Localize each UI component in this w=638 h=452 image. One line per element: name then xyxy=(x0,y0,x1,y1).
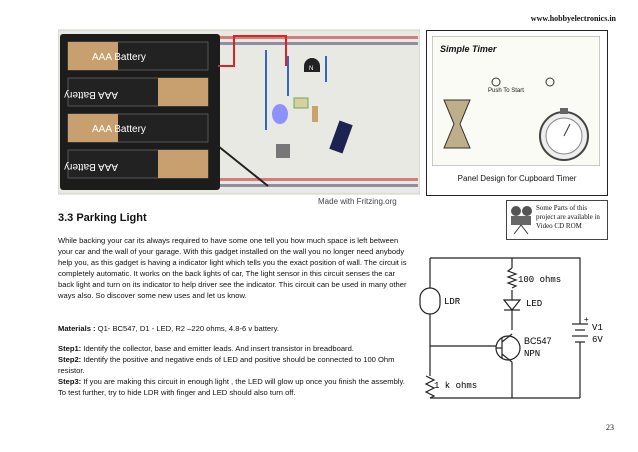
push-to-start-label: Push To Start xyxy=(488,88,524,94)
made-with-credit: Made with Fritzing.org xyxy=(318,197,397,206)
panel-caption: Panel Design for Cupboard Timer xyxy=(457,174,577,183)
circuit-schematic xyxy=(412,238,612,408)
battery-label: AAA Battery xyxy=(92,52,146,63)
materials-text: Q1- BC547, D1 - LED, R2 –220 ohms, 4.8-6 v battery. xyxy=(95,324,280,333)
step-2 xyxy=(58,354,408,376)
resistor xyxy=(312,106,318,122)
steps-list xyxy=(58,343,408,398)
transistor-mark: N xyxy=(309,66,314,72)
ldr-label: LDR xyxy=(444,297,461,307)
step-2-text: Identify the positive and negative ends of LED and positive should be connected to 100 Ohm resistor. xyxy=(58,355,395,375)
transistor-type-label: NPN xyxy=(524,349,541,359)
r-top-label: 100 ohms xyxy=(518,275,562,285)
breadboard-illustration xyxy=(58,26,420,196)
ldr xyxy=(294,98,308,108)
push-button xyxy=(276,144,290,158)
panel-illustration xyxy=(432,36,600,166)
site-url: www.hobbyelectronics.in xyxy=(530,14,616,23)
materials-line xyxy=(58,323,408,334)
page-number: 23 xyxy=(606,423,614,432)
voltage-label: 6V xyxy=(592,335,603,345)
step-2-label: Step2: xyxy=(58,355,82,364)
led-label: LED xyxy=(526,299,543,309)
source-label: V1 xyxy=(592,323,603,333)
step-3-label: Step3: xyxy=(58,377,82,386)
step-3-text: If you are making this circuit in enough light , the LED will glow up once you finish the assembly. To test further, try to hide LDR with finger and LED should also turn off. xyxy=(58,377,405,397)
battery-label: AAA Battery xyxy=(92,124,146,135)
materials-label: Materials : xyxy=(58,324,96,333)
section-heading: 3.3 Parking Light xyxy=(58,212,147,224)
battery-label: AAA Battery xyxy=(64,161,118,172)
step-1-label: Step1: xyxy=(58,344,82,353)
intro-paragraph: While backing your car its always required to have some one tell you how much space is left between your car and the wall of your garage. With this gadget installed on the wall you no longer need anybody help you, as this gadget is having a indicator light which tells you the exact position of wall. The circuit is completely automatic. It works on the back lights of car, The light sensor in this circuit senses the car back light and turn on its indicator to help driver see the indicator. This circuit can be used in many other ways also. So discover some new uses and let us know. xyxy=(58,236,407,300)
video-note-text: Some Parts of this project are available in Video CD ROM xyxy=(536,204,600,230)
step-3 xyxy=(58,376,408,398)
led xyxy=(272,104,288,124)
plus-sign: + xyxy=(584,315,589,324)
step-1 xyxy=(58,343,408,354)
r-bottom-label: 1 k ohms xyxy=(434,381,478,391)
transistor-label: BC547 xyxy=(524,336,552,346)
video-camera-icon xyxy=(509,205,535,235)
panel-title: Simple Timer xyxy=(440,44,497,54)
battery-label: AAA Battery xyxy=(64,89,118,100)
step-1-text: Identify the collector, base and emitter leads. And insert transistor in breadboard. xyxy=(81,344,354,353)
